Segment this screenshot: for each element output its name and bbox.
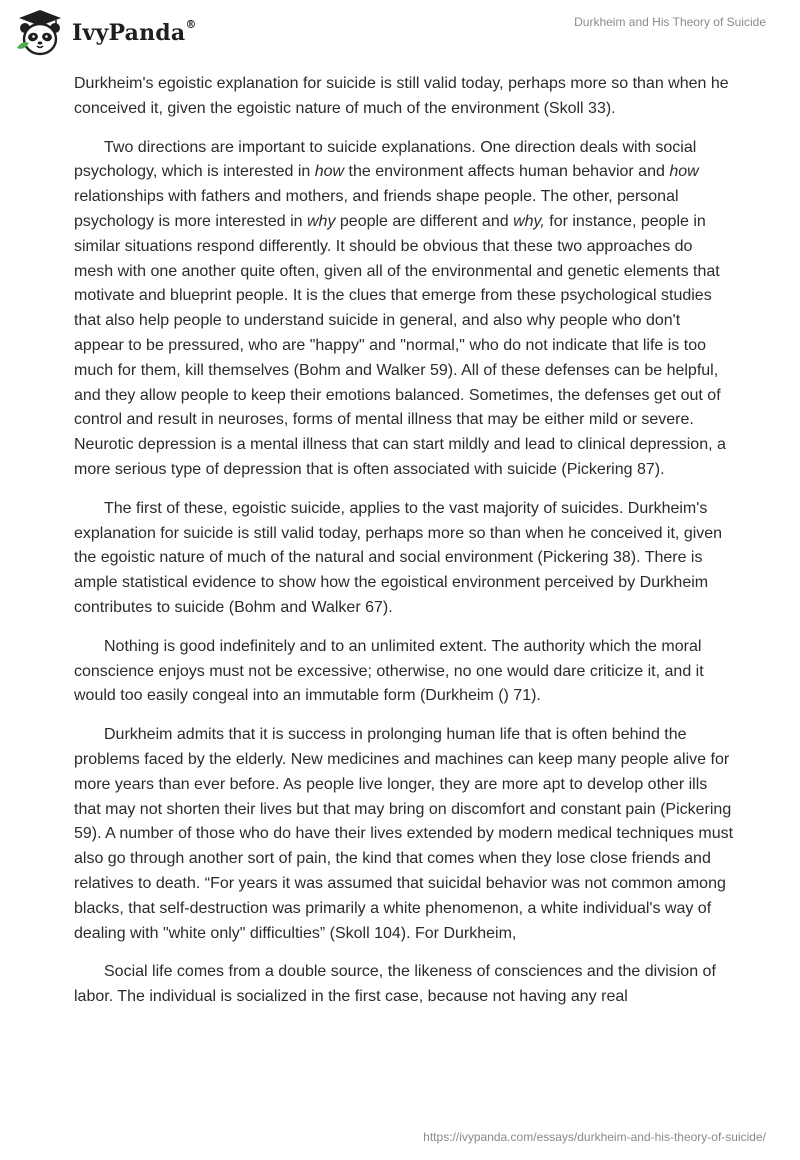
emphasis-text: why — [307, 212, 336, 230]
paragraph-text: relationships with fathers and mothers, and friends shape people. The other, personal psychology is more interested in — [74, 188, 679, 230]
paragraph — [74, 635, 734, 709]
emphasis-text: why, — [513, 212, 545, 230]
paragraph-text: for instance, people in similar situations respond differently. It should be obvious that these two approaches do mesh with one another quite often, given all of the environmental and genetic elements that motivate and blueprint people. It is the clues that emerge from these psychological studies that also help people to understand suicide in general, and also why people who don't appear to be pressured, who are "happy" and "normal," who do not indicate that life is too much for them, kill themselves (Bohm and Walker 59). All of these defenses can be helpful, and they allow people to keep their emotions balanced. Sometimes, the defenses get out of control and result in neuroses, forms of mental illness that may be either mild or severe. Neurotic depression is a mental illness that can start mildly and lead to clinical depression, a more serious type of depression that is often associated with suicide (Pickering 87). — [74, 212, 726, 478]
paragraph-text: Durkheim admits that it is success in prolonging human life that is often behind the problems faced by the elderly. New medicines and machines can keep many people alive for more years than ever before. As people live longer, they are more apt to develop other ills that may not shorten their lives but that may bring on discomfort and constant pain (Pickering 59). A number of those who do have their lives extended by modern medical techniques must also go through another sort of pain, the kind that comes when they lose close friends and relatives to death. “For years it was assumed that suicidal behavior was not common among blacks, that self-destruction was primarily a white phenomenon, a white individual's way of dealing with "white only" difficulties” (Skoll 104). For Durkheim, — [74, 726, 734, 942]
page-header — [0, 0, 800, 70]
brand-name: IvyPanda® — [72, 17, 197, 46]
essay-body — [74, 72, 734, 1024]
paragraph-text: Social life comes from a double source, the likeness of consciences and the division of labor. The individual is socialized in the first case, because not having any real — [74, 963, 716, 1006]
running-title: Durkheim and His Theory of Suicide — [574, 15, 766, 29]
paragraph-text: Durkheim's egoistic explanation for suicide is still valid today, perhaps more so than when he conceived it, given the egoistic nature of much of the environment (Skoll 33). — [74, 75, 729, 117]
paragraph-text: people are different and — [335, 212, 514, 230]
emphasis-text: how — [669, 163, 699, 181]
paragraph-text: the environment affects human behavior and — [344, 163, 670, 181]
registered-mark: ® — [185, 17, 197, 31]
paragraph-text: Two directions are important to suicide explanations. One direction deals with social psychology, which is interested in — [74, 138, 697, 181]
paragraph — [74, 723, 734, 946]
paragraph — [74, 960, 734, 1010]
paragraph-text: Nothing is good indefinitely and to an unlimited extent. The authority which the moral conscience enjoys must not be excessive; otherwise, no one would dare criticize it, and it would too easily congeal into an immutable form (Durkheim () 71). — [74, 637, 704, 705]
paragraph-text: The first of these, egoistic suicide, applies to the vast majority of suicides. Durkheim's explanation for suicide is still valid today, perhaps more so than when he conceived it, given the egoistic nature of much of the natural and social environment (Pickering 38). There is ample statistical evidence to show how the egoistical environment perceived by Durkheim contributes to suicide (Bohm and Walker 67). — [74, 499, 723, 616]
panda-graduate-logo-icon — [14, 8, 66, 58]
emphasis-text: how — [314, 163, 345, 181]
paragraph — [74, 136, 734, 483]
paragraph — [74, 72, 734, 122]
footer-url[interactable]: https://ivypanda.com/essays/durkheim-and-his-theory-of-suicide/ — [423, 1130, 766, 1144]
paragraph — [74, 497, 734, 621]
brand-logo[interactable] — [14, 8, 197, 58]
